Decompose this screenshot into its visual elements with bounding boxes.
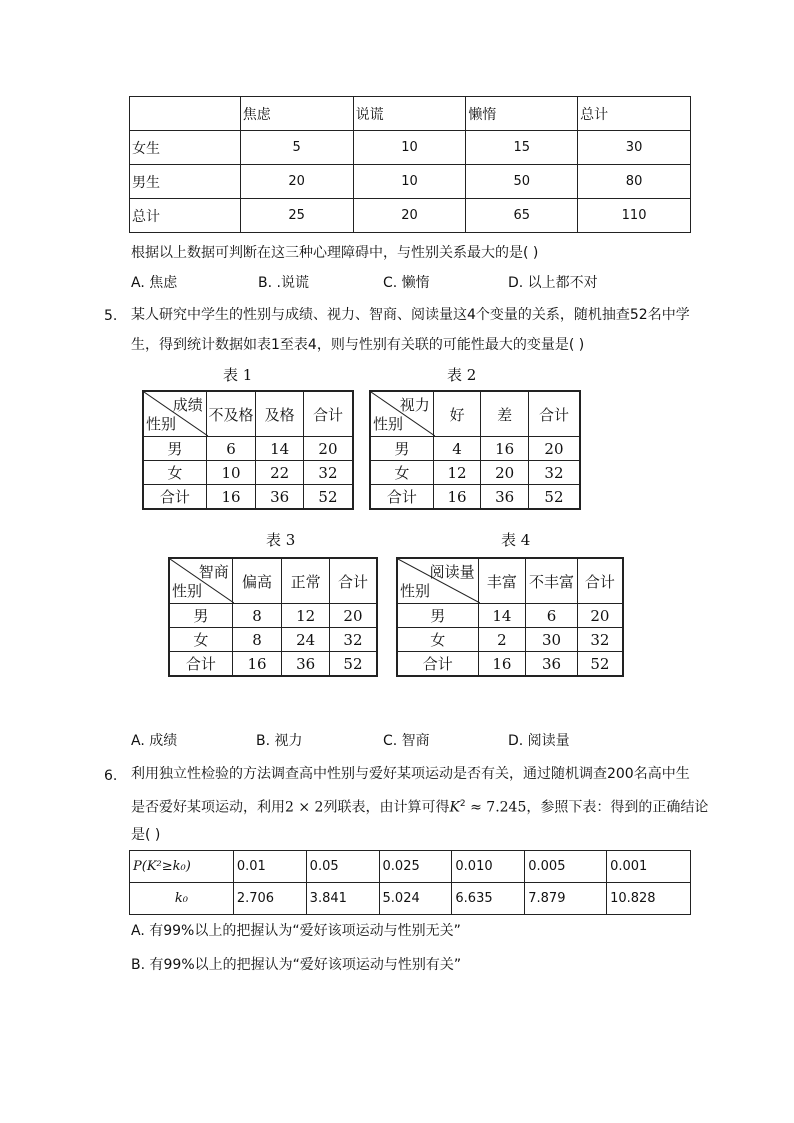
table-cell: 合计	[370, 485, 433, 510]
table-row	[397, 604, 623, 628]
table-cell: 20	[353, 199, 466, 233]
table-cell: 52	[528, 485, 580, 510]
table-cell: 总计	[130, 199, 241, 233]
q6-k-value: ≈ 7.245，	[465, 799, 541, 816]
table-cell: 20	[303, 437, 353, 461]
table-cell: 男生	[130, 165, 241, 199]
table-cell: 32	[577, 628, 623, 652]
table1	[142, 390, 354, 510]
table-header: 说谎	[353, 97, 466, 131]
table-header: 正常	[282, 558, 330, 604]
q6-line2-post: 参照下表：得到的正确结论	[540, 799, 709, 816]
table-row	[370, 485, 580, 510]
table-cell: 20	[577, 604, 623, 628]
q5-option-a: A. 成绩	[131, 733, 178, 749]
k-label: k₀	[130, 883, 234, 915]
q4-option-c: C. 懒惰	[383, 275, 430, 291]
table-cell: 22	[256, 461, 304, 485]
table-cell: 0.005	[525, 851, 607, 883]
table-row	[169, 604, 377, 628]
table-header: 偏高	[232, 558, 282, 604]
table-cell: 80	[578, 165, 691, 199]
table-row	[130, 199, 691, 233]
table-row	[370, 461, 580, 485]
q4-option-a: A. 焦虑	[131, 275, 178, 291]
table-cell: 男	[397, 604, 478, 628]
table-header: 合计	[303, 391, 353, 437]
table-row	[370, 437, 580, 461]
table-cell: 男	[169, 604, 232, 628]
table-cell: 女生	[130, 131, 241, 165]
table-cell: 36	[282, 652, 330, 677]
table-cell: 2.706	[233, 883, 306, 915]
diagonal-header-cell	[169, 558, 232, 604]
q5-number: 5.	[104, 308, 118, 324]
q4-stem: 根据以上数据可判断在这三种心理障碍中，与性别关系最大的是( )	[131, 245, 539, 261]
table2	[369, 390, 581, 510]
table-cell: 10	[206, 461, 256, 485]
table-cell: 7.879	[525, 883, 607, 915]
diagonal-header-cell	[143, 391, 206, 437]
header-variable: 智商	[198, 563, 229, 581]
table-row	[143, 485, 353, 510]
table-row	[169, 652, 377, 677]
q6-line2-math: 2 × 2	[285, 799, 324, 816]
q6-line3: 是( )	[131, 827, 161, 843]
table-cell: 合计	[397, 652, 478, 677]
table-cell: 32	[303, 461, 353, 485]
header-sex: 性别	[373, 415, 404, 433]
table-cell: 16	[206, 485, 256, 510]
table-cell: 8	[232, 628, 282, 652]
table-cell: 合计	[169, 652, 232, 677]
table-row	[130, 883, 691, 915]
psych-table	[129, 96, 691, 233]
table3	[168, 557, 378, 677]
table-cell: 女	[143, 461, 206, 485]
table-cell: 6	[526, 604, 578, 628]
table-cell: 0.001	[607, 851, 691, 883]
table-cell: 50	[466, 165, 578, 199]
table-cell: 女	[370, 461, 433, 485]
table-cell: 52	[577, 652, 623, 677]
table-cell: 14	[256, 437, 304, 461]
table-cell: 30	[526, 628, 578, 652]
q6-option-a: A. 有99%以上的把握认为“爱好该项运动与性别无关”	[131, 923, 461, 939]
table-cell: 4	[433, 437, 481, 461]
table-cell: 16	[232, 652, 282, 677]
table-cell: 25	[240, 199, 353, 233]
table-header: 懒惰	[466, 97, 578, 131]
table4	[396, 557, 624, 677]
q6-number: 6.	[104, 768, 118, 784]
table-cell: 10.828	[607, 883, 691, 915]
q5-option-c: C. 智商	[383, 733, 430, 749]
table-cell: 6.635	[452, 883, 525, 915]
table-cell: 男	[370, 437, 433, 461]
table-cell: 65	[466, 199, 578, 233]
table-cell: 0.010	[452, 851, 525, 883]
q5-option-d: D. 阅读量	[508, 733, 570, 749]
header-variable: 阅读量	[429, 563, 475, 581]
table-cell: 2	[478, 628, 526, 652]
table-header: 合计	[329, 558, 377, 604]
header-variable: 视力	[399, 396, 430, 414]
table-cell: 14	[478, 604, 526, 628]
q6-line1: 利用独立性检验的方法调查高中性别与爱好某项运动是否有关，通过随机调查200名高中生	[131, 766, 690, 782]
q5-option-b: B. 视力	[256, 733, 303, 749]
table-row	[169, 628, 377, 652]
q5-line1: 某人研究中学生的性别与成绩、视力、智商、阅读量这4个变量的关系，随机抽查52名中学	[131, 307, 690, 323]
table-cell: 36	[256, 485, 304, 510]
table-cell: 10	[353, 165, 466, 199]
q5-line2: 生，得到统计数据如表1至表4，则与性别有关联的可能性最大的变量是( )	[131, 337, 585, 353]
table-cell: 6	[206, 437, 256, 461]
table-cell: 36	[481, 485, 529, 510]
table3-caption: 表 3	[266, 531, 296, 549]
table-row	[143, 437, 353, 461]
table-cell: 52	[329, 652, 377, 677]
header-sex: 性别	[400, 582, 431, 600]
table-header: 不及格	[206, 391, 256, 437]
header-sex: 性别	[172, 582, 203, 600]
table-cell: 20	[481, 461, 529, 485]
table-cell: 16	[478, 652, 526, 677]
critical-value-table	[129, 850, 691, 915]
table-header: 丰富	[478, 558, 526, 604]
table-cell: 20	[528, 437, 580, 461]
table-cell: 12	[433, 461, 481, 485]
diagonal-header-cell	[370, 391, 433, 437]
table-cell: 15	[466, 131, 578, 165]
table-row	[130, 165, 691, 199]
q6-line2-mid: 列联表，由计算可得	[323, 799, 450, 816]
table4-caption: 表 4	[501, 531, 531, 549]
table-cell: 5	[240, 131, 353, 165]
table-cell: 32	[329, 628, 377, 652]
table-cell: 52	[303, 485, 353, 510]
table-cell: 16	[481, 437, 529, 461]
table-row	[130, 131, 691, 165]
q6-k-sup: 2	[459, 799, 466, 809]
table-row	[397, 628, 623, 652]
table-row	[143, 461, 353, 485]
table-cell: 0.05	[306, 851, 379, 883]
table-cell: 24	[282, 628, 330, 652]
q6-line2	[131, 794, 708, 818]
table-row	[130, 851, 691, 883]
table-cell: 32	[528, 461, 580, 485]
table-cell: 合计	[143, 485, 206, 510]
table-cell: 36	[526, 652, 578, 677]
table-cell: 3.841	[306, 883, 379, 915]
table-cell: 8	[232, 604, 282, 628]
table-header: 总计	[578, 97, 691, 131]
table-row	[130, 97, 691, 131]
table-cell	[130, 97, 241, 131]
table-cell: 0.025	[379, 851, 452, 883]
table-cell: 12	[282, 604, 330, 628]
diagonal-header-cell	[397, 558, 478, 604]
table-cell: 30	[578, 131, 691, 165]
table-cell: 女	[169, 628, 232, 652]
table-header: 差	[481, 391, 529, 437]
table-cell: 女	[397, 628, 478, 652]
table-cell: 5.024	[379, 883, 452, 915]
table-header: 合计	[528, 391, 580, 437]
header-sex: 性别	[146, 415, 177, 433]
table-row	[397, 652, 623, 677]
table-header: 及格	[256, 391, 304, 437]
p-label: P(K²≥k₀)	[130, 851, 234, 883]
q6-k-symbol: K	[449, 799, 460, 816]
table-cell: 20	[240, 165, 353, 199]
table-header: 不丰富	[526, 558, 578, 604]
table1-caption: 表 1	[223, 366, 253, 384]
table-cell: 男	[143, 437, 206, 461]
table-cell: 10	[353, 131, 466, 165]
table-cell: 110	[578, 199, 691, 233]
q4-option-b: B. .说谎	[258, 275, 309, 291]
table2-caption: 表 2	[447, 366, 477, 384]
header-variable: 成绩	[172, 396, 203, 414]
q6-option-b: B. 有99%以上的把握认为“爱好该项运动与性别有关”	[131, 957, 462, 973]
table-cell: 16	[433, 485, 481, 510]
table-header: 合计	[577, 558, 623, 604]
table-header: 焦虑	[240, 97, 353, 131]
table-header: 好	[433, 391, 481, 437]
q4-option-d: D. 以上都不对	[508, 275, 598, 291]
table-cell: 20	[329, 604, 377, 628]
table-cell: 0.01	[233, 851, 306, 883]
q6-line2-pre: 是否爱好某项运动，利用	[131, 799, 285, 816]
